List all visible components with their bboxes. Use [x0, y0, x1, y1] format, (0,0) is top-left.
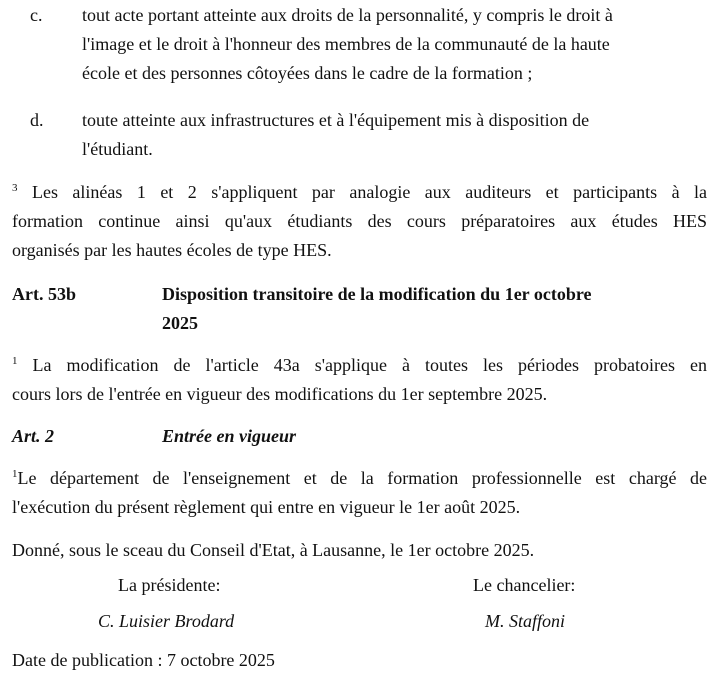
list-text-line: toute atteinte aux infrastructures et à l'équipement mis à disposition de: [82, 110, 590, 130]
article-title: Entrée en vigueur: [162, 426, 297, 446]
list-label-c: c.: [30, 5, 43, 25]
paragraph-line: organisés par les hautes écoles de type HES.: [12, 240, 332, 260]
paragraph-line: $^3$ Les alinéas 1 et 2 s'appliquent par analogie aux auditeurs et participants à la: [12, 182, 708, 202]
signature-name-left: C. Luisier Brodard: [98, 611, 235, 631]
paragraph-line: $^1$Le département de l'enseignement et de la formation professionnelle est chargé de: [12, 468, 707, 488]
article-number: Art. 53b: [12, 284, 76, 304]
list-text-line: tout acte portant atteinte aux droits de la personnalité, y compris le droit à: [82, 5, 613, 25]
paragraph-number: 1: [12, 355, 18, 367]
paragraph-number: 3: [12, 182, 18, 194]
signature-role-right: Le chancelier:: [473, 575, 576, 595]
article-title-line: Disposition transitoire de la modification du 1er octobre: [162, 284, 592, 304]
publication-date: Date de publication : 7 octobre 2025: [12, 650, 275, 670]
list-text-line: école et des personnes côtoyées dans le cadre de la formation ;: [82, 63, 533, 83]
paragraph-line: l'exécution du présent règlement qui entre en vigueur le 1er août 2025.: [12, 497, 521, 517]
list-label-d: d.: [30, 110, 44, 130]
list-text-line: l'étudiant.: [82, 139, 153, 159]
paragraph-number: 1: [12, 468, 18, 480]
paragraph-line: $^1$ La modification de l'article 43a s'applique à toutes les périodes probatoires en: [12, 355, 707, 375]
signature-role-left: La présidente:: [118, 575, 221, 595]
list-text-line: l'image et le droit à l'honneur des membres de la communauté de la haute: [82, 34, 610, 54]
paragraph-line: cours lors de l'entrée en vigueur des modifications du 1er septembre 2025.: [12, 384, 548, 404]
given-statement: Donné, sous le sceau du Conseil d'Etat, à Lausanne, le 1er octobre 2025.: [12, 540, 535, 560]
paragraph-line: formation continue ainsi qu'aux étudiants des cours préparatoires aux études HES: [12, 211, 707, 231]
signature-name-right: M. Staffoni: [485, 611, 565, 631]
article-number: Art. 2: [12, 426, 55, 446]
article-title-line: 2025: [162, 313, 198, 333]
